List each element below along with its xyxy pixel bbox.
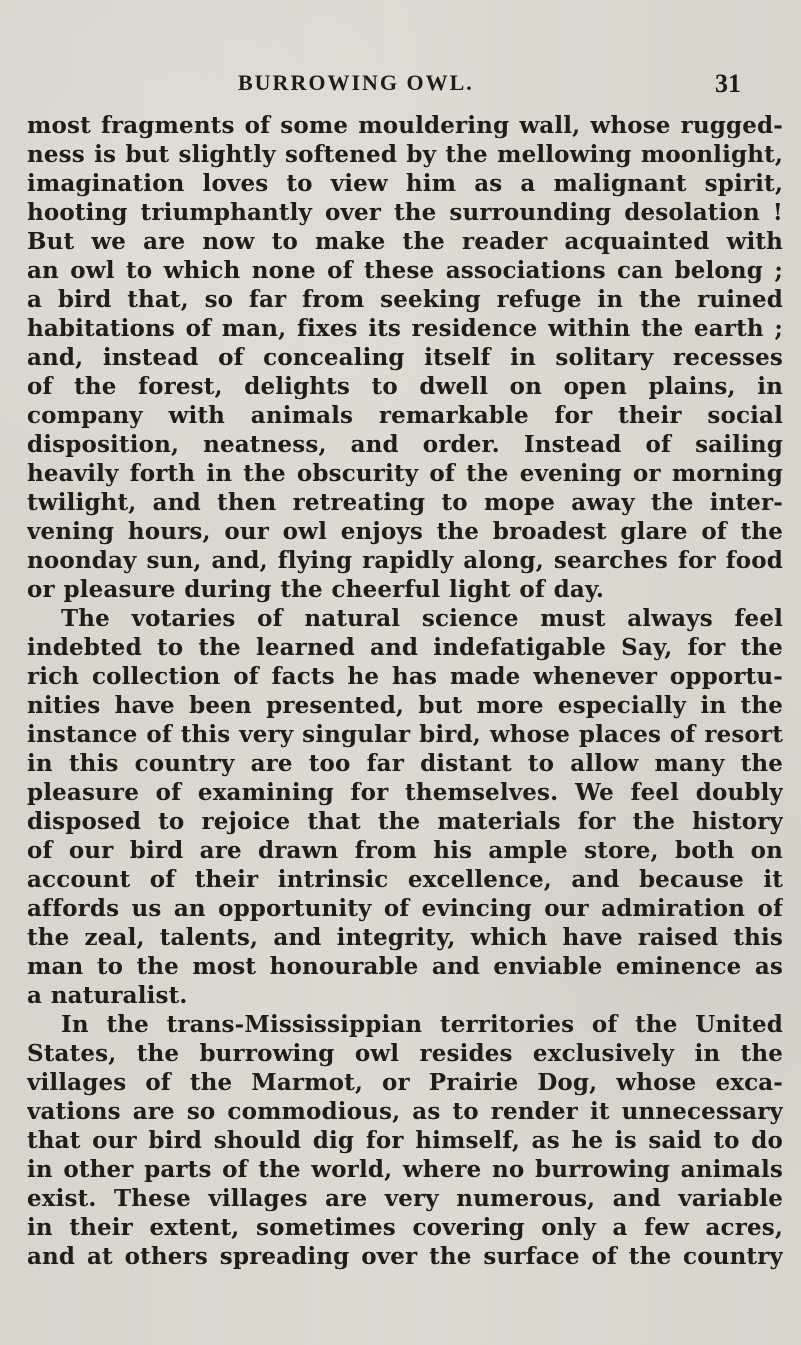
text-line: villages of the Marmot, or Prairie Dog, whose exca- [27, 1069, 783, 1096]
text-line: indebted to the learned and indefatigable Say, for the [27, 634, 783, 661]
text-line: man to the most honourable and enviable eminence as [27, 953, 783, 980]
text-line: heavily forth in the obscurity of the evening or morning [27, 460, 783, 487]
text-line: or pleasure during the cheerful light of day. [27, 576, 604, 603]
text-line: company with animals remarkable for their social [27, 402, 783, 429]
text-line: habitations of man, fixes its residence within the earth ; [27, 315, 783, 342]
text-line: twilight, and then retreating to mope away the inter- [27, 489, 783, 516]
body-text [27, 111, 783, 1281]
text-line: disposed to rejoice that the materials for the history [27, 808, 783, 835]
text-line: and, instead of concealing itself in solitary recesses [27, 344, 783, 371]
text-line: hooting triumphantly over the surrounding desolation ! [27, 199, 783, 226]
text-line: States, the burrowing owl resides exclusively in the [27, 1040, 783, 1067]
text-line: In the trans-Mississippian territories of the United [61, 1011, 783, 1038]
text-line: affords us an opportunity of evincing our admiration of [27, 895, 783, 922]
text-line: rich collection of facts he has made whenever opportu- [27, 663, 783, 690]
text-line: disposition, neatness, and order. Instead of sailing [27, 431, 783, 458]
text-line: in other parts of the world, where no burrowing animals [27, 1156, 783, 1183]
text-line: exist. These villages are very numerous, and variable [27, 1185, 783, 1212]
text-line: of the forest, delights to dwell on open plains, in [27, 373, 783, 400]
text-line: account of their intrinsic excellence, and because it [27, 866, 783, 893]
running-head: BURROWING OWL. [238, 70, 474, 95]
text-line: and at others spreading over the surface of the country [27, 1243, 783, 1270]
text-line: nities have been presented, but more especially in the [27, 692, 783, 719]
text-line: of our bird are drawn from his ample store, both on [27, 837, 783, 864]
text-line: the zeal, talents, and integrity, which have raised this [27, 924, 783, 951]
text-line: vening hours, our owl enjoys the broadest glare of the [27, 518, 783, 545]
page-number: 31 [715, 69, 741, 98]
text-line: ness is but slightly softened by the mellowing moonlight, [27, 141, 783, 168]
text-line: a bird that, so far from seeking refuge in the ruined [27, 286, 783, 313]
text-line: pleasure of examining for themselves. We feel doubly [27, 779, 783, 806]
text-line: most fragments of some mouldering wall, whose rugged- [27, 112, 783, 139]
text-line: imagination loves to view him as a malignant spirit, [27, 170, 783, 197]
text-line: in this country are too far distant to allow many the [27, 750, 783, 777]
page-header [0, 69, 801, 104]
text-line: noonday sun, and, flying rapidly along, searches for food [27, 547, 783, 574]
text-line: that our bird should dig for himself, as he is said to do [27, 1127, 783, 1154]
text-line: in their extent, sometimes covering only a few acres, [27, 1214, 783, 1241]
text-line: vations are so commodious, as to render it unnecessary [27, 1098, 783, 1125]
text-line: But we are now to make the reader acquainted with [27, 228, 783, 255]
text-line: a naturalist. [27, 982, 188, 1009]
text-line: instance of this very singular bird, whose places of resort [27, 721, 783, 748]
text-line: an owl to which none of these associations can belong ; [27, 257, 783, 284]
text-line: The votaries of natural science must always feel [61, 605, 783, 632]
